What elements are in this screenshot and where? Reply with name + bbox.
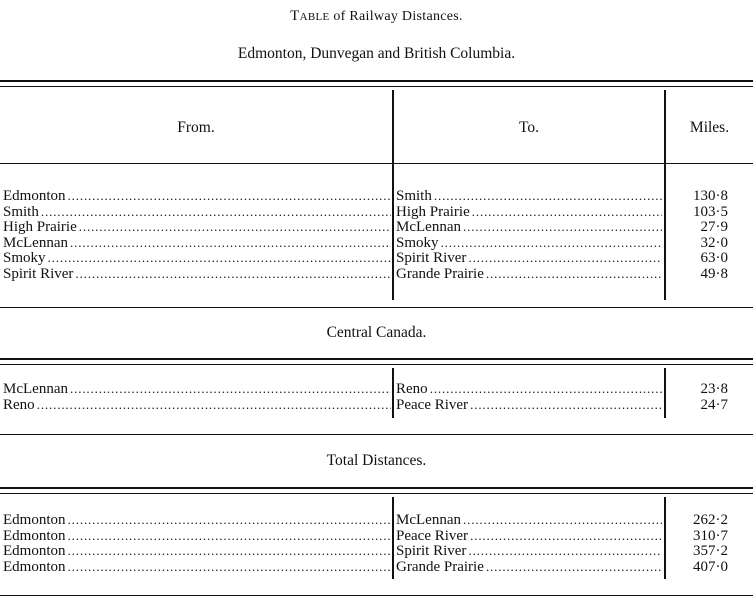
from-cell: Edmonton . . . [3,543,391,559]
from-cell: McLennan . . . [3,381,391,397]
section-end-rule-2 [0,434,753,435]
to-cell: McLennan . . . [396,512,662,528]
from-cell: Edmonton . . . [3,559,391,575]
table-title-smallcaps: Table [290,8,330,24]
from-cell: Smoky . . . [3,250,391,266]
table-row [0,219,753,235]
to-cell: Peace River . . . [396,397,662,413]
header-miles: Miles. [689,119,730,136]
section-title-central-canada: Central Canada. [326,324,427,341]
miles-cell: 262·2 [693,512,728,528]
miles-cell: 24·7 [700,396,728,413]
to-cell: Spirit River . . . [396,250,662,266]
bottom-rule [0,595,753,596]
table-row [0,512,753,528]
section2-double-rule-2 [0,364,753,365]
to-cell: McLennan . . . [396,219,662,235]
to-cell: Grande Prairie . . . [396,266,662,282]
miles-cell: 357·2 [693,543,728,559]
top-double-rule-1 [0,80,753,82]
table-row [0,381,753,397]
from-cell: Spirit River . . . [3,266,391,282]
section3-double-rule-1 [0,487,753,489]
from-cell: Edmonton . . . [3,512,391,528]
table-title [0,8,753,25]
to-cell: High Prairie . . . [396,204,662,220]
section3-double-rule-2 [0,493,753,494]
miles-cell: 130·8 [693,188,728,204]
from-cell: Reno . . . [3,397,391,413]
header-from: From. [177,119,215,136]
to-cell: Smoky . . . [396,235,662,251]
section-title-main: Edmonton, Dunvegan and British Columbia. [237,45,516,62]
from-cell: McLennan . . . [3,235,391,251]
to-cell: Spirit River . . . [396,543,662,559]
from-cell: Smith . . . [3,204,391,220]
to-cell: Reno . . . [396,381,662,397]
table-row [0,204,753,220]
table-row [0,235,753,251]
table-row [0,559,753,575]
table-row [0,528,753,544]
table-row [0,188,753,204]
section-title-total-distances: Total Distances. [326,452,427,469]
miles-cell: 27·9 [700,219,728,235]
header-to: To. [518,119,539,136]
top-double-rule-2 [0,86,753,87]
miles-cell: 407·0 [693,558,728,575]
header-bottom-rule [0,163,753,164]
table-row [0,397,753,413]
section-end-rule-1 [0,307,753,308]
table-row [0,266,753,282]
section2-double-rule-1 [0,358,753,360]
to-cell: Smith . . . [396,188,662,204]
table-title-rest: of Railway Distances. [329,9,463,24]
miles-cell: 49·8 [700,265,728,282]
from-cell: High Prairie . . . [3,219,391,235]
from-cell: Edmonton . . . [3,528,391,544]
miles-cell: 32·0 [700,234,728,251]
miles-cell: 310·7 [693,527,728,544]
to-cell: Peace River . . . [396,528,662,544]
to-cell: Grande Prairie . . . [396,559,662,575]
miles-cell: 63·0 [700,250,728,266]
miles-cell: 23·8 [700,381,728,397]
table-row [0,543,753,559]
from-cell: Edmonton . . . [3,188,391,204]
table-row [0,250,753,266]
miles-cell: 103·5 [693,203,728,220]
